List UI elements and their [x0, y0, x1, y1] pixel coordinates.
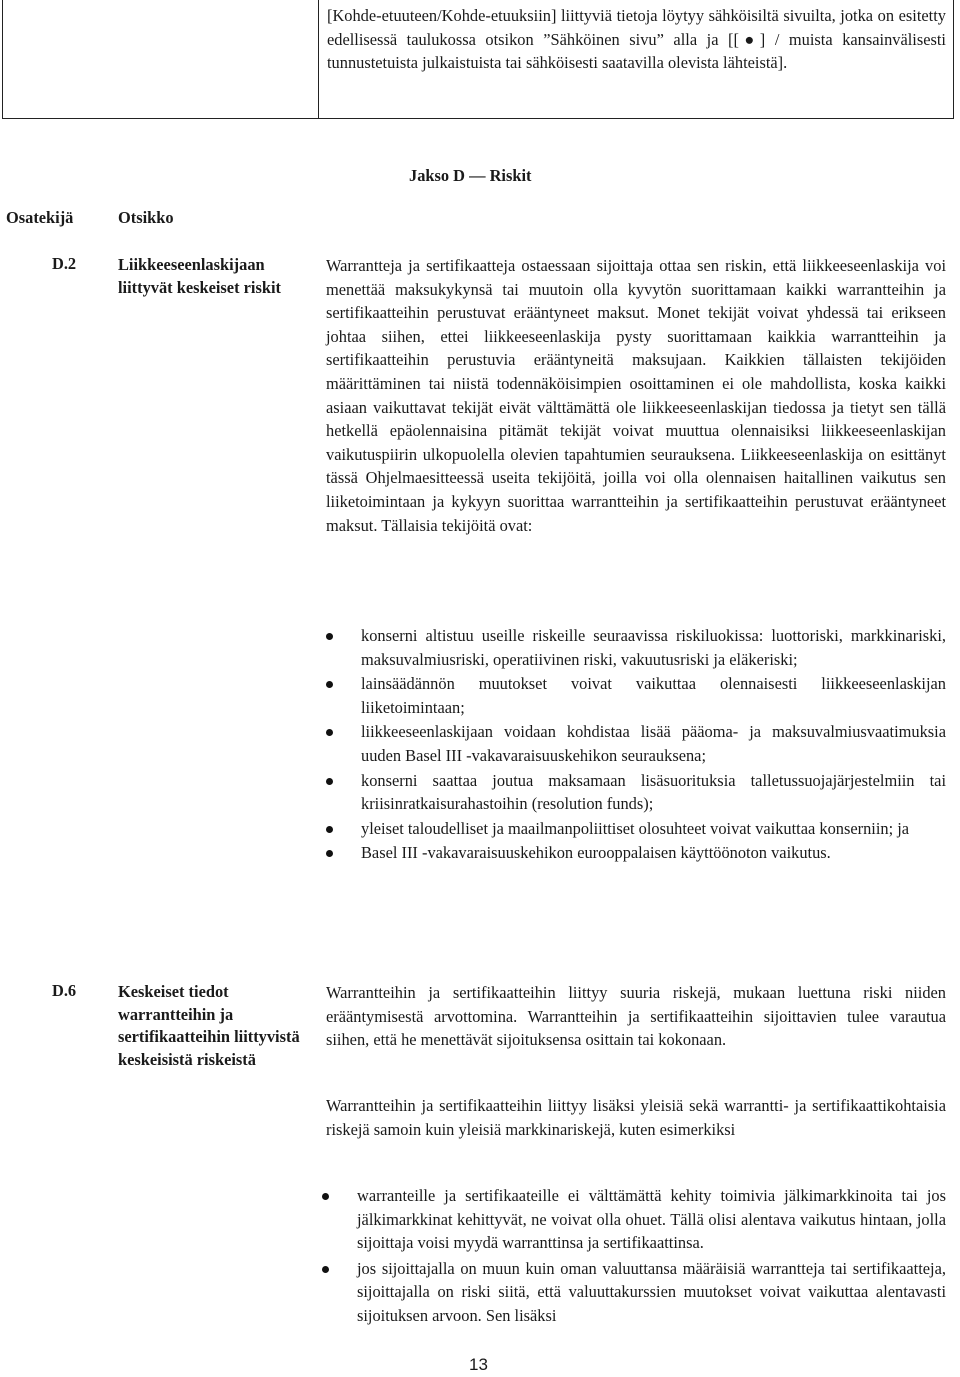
column-header-element: Osatekijä	[6, 208, 74, 227]
list-item: lainsäädännön muutokset voivat vaikuttaa olennaisesti liikkeeseenlaskijan liiketoimintaan;	[361, 672, 946, 719]
top-note-text: [Kohde-etuuteen/Kohde-etuuksiin] liittyviä tietoja löytyy sähköisiltä sivuilta, jotka on esitetty edellisessä taulukossa otsikon ”Sähköinen sivu” alla ja [[●] / muista kansainvälisesti tunnustetuista julkaistuista tai sähköisesti saatavilla olevista lähteistä].	[327, 6, 946, 72]
d2-bullet-list	[361, 624, 946, 865]
list-item: yleiset taloudelliset ja maailmanpoliittiset olosuhteet voivat vaikuttaa konserniin; ja	[361, 817, 946, 841]
d2-paragraph: Warrantteja ja sertifikaatteja ostaessaan sijoittaja ottaa sen riskin, että liikkeeseenlaskija voi menettää maksukykynsä tai muutoin olla kyvytön suorittamaan kaikki warrantteihin ja sertifikaatteihin perustuvat erääntyneet maksut. Monet tekijät voivat yhdessä tai erikseen johtaa siihen, ettei liikkeeseenlaskija pysty suorittamaan kaikkia warrantteihin ja sertifikaatteihin perustuvia erääntyneitä maksujaan. Kaikkien tällaisten tekijöiden määrittäminen tai niistä todennäköisimpien osoittaminen ei ole mahdollista, koska kaikki asiaan vaikuttavat tekijät eivät välttämättä ole liikkeeseenlaskijan tiedossa ja tietyt sen tällä hetkellä epäolennaisina pitämät tekijät voivat muuttua olennaisiksi liikkeeseenlaskijan vaikutuspiirin ulkopuolella olevien tapahtumien seurauksena. Liikkeeseenlaskija on esittänyt tässä Ohjelmaesitteessä useita tekijöitä, joilla voi olla olennaisen haitallinen vaikutus sen liiketoimintaan ja kykyyn suorittaa warrantteihin ja sertifikaatteihin perustuvat erääntyneet maksut. Tällaisia tekijöitä ovat:	[326, 256, 946, 535]
page-number: 13	[469, 1355, 488, 1374]
list-item: liikkeeseenlaskijaan voidaan kohdistaa lisää pääoma- ja maksuvalmiusvaatimuksia uuden Basel III -vakavaraisuuskehikon seurauksena;	[361, 720, 946, 767]
top-box-divider	[318, 0, 319, 119]
list-item: warranteille ja sertifikaateille ei välttämättä kehity toimivia jälkimarkkinoita tai jos jälkimarkkinat kehittyvät, ne voivat olla ohuet. Tällä olisi alentava vaikutus hintaan, jolla sijoittaja voisi myydä warranttinsa ja sertifikaattinsa.	[357, 1184, 946, 1255]
d2-id: D.2	[52, 254, 77, 273]
bullet-icon	[326, 633, 333, 640]
bullet-icon	[326, 778, 333, 785]
d6-bullet-list	[357, 1184, 946, 1328]
d6-heading: Keskeiset tiedot warrantteihin ja sertifikaatteihin liittyvistä keskeisistä riskeistä	[118, 982, 300, 1069]
bullet-icon	[326, 681, 333, 688]
bullet-icon	[322, 1193, 329, 1200]
d6-paragraph-1: Warrantteihin ja sertifikaatteihin liittyy suuria riskejä, mukaan luettuna riski niiden erääntymisestä arvottomina. Warrantteihin ja sertifikaatteihin sijoittavien tulee varautua siihen, että he menettävät sijoituksensa osittain tai kokonaan.	[326, 983, 946, 1050]
bullet-icon	[326, 729, 333, 736]
d6-paragraph-2: Warrantteihin ja sertifikaatteihin liittyy lisäksi yleisiä sekä warrantti- ja sertifikaattikohtaisia riskejä samoin kuin yleisiä markkinariskejä, kuten esimerkiksi	[326, 1096, 946, 1139]
d2-heading: Liikkeeseenlaskijaan liittyvät keskeiset riskit	[118, 255, 281, 297]
bullet-icon	[326, 826, 333, 833]
list-item: konserni saattaa joutua maksamaan lisäsuorituksia talletussuojajärjestelmiin tai kriisinratkaisurahastoihin (resolution funds);	[361, 769, 946, 816]
bullet-icon	[326, 850, 333, 857]
list-item: konserni altistuu useille riskeille seuraavissa riskiluokissa: luottoriski, markkinariski, maksuvalmiusriski, operatiivinen riski, vakuutusriski ja eläkeriski;	[361, 624, 946, 671]
list-item: Basel III -vakavaraisuuskehikon eurooppalaisen käyttöönoton vaikutus.	[361, 841, 946, 865]
column-header-heading: Otsikko	[118, 208, 174, 227]
list-item: jos sijoittajalla on muun kuin oman valuuttansa määräisiä warrantteja tai sertifikaatteja, sijoittajalla on riski siitä, että valuuttakurssien muutokset voivat vaikuttaa alentavasti sijoituksen arvoon. Sen lisäksi	[357, 1257, 946, 1328]
bullet-icon	[322, 1266, 329, 1273]
d6-id: D.6	[52, 981, 77, 1000]
section-title: Jakso D — Riskit	[409, 166, 532, 185]
